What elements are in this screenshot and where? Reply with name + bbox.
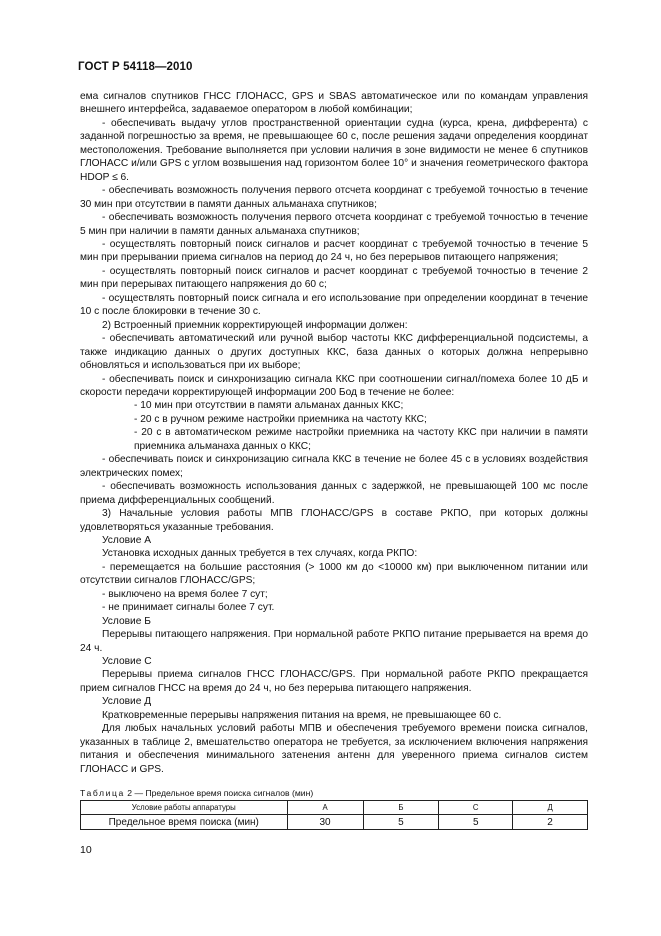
paragraph: - осуществлять повторный поиск сигналов и расчет координат с требуемой точностью в течение 2 мин при перерывах питающего напряжения до 60 с;: [80, 265, 588, 291]
table-header-cell: Д: [513, 801, 588, 815]
paragraph: 3) Начальные условия работы МПВ ГЛОНАСС/GPS в составе РКПО, при которых должны удовлетворяться указанные требования.: [80, 508, 588, 533]
search-time-table: [80, 800, 588, 830]
paragraph: ема сигналов спутников ГНСС ГЛОНАСС, GPS и SBAS автоматическое или по командам управления внешнего интерфейса, задаваемое оператором в любой комбинации;: [80, 91, 588, 116]
paragraph: 2) Встроенный приемник корректирующей информации должен:: [102, 319, 408, 331]
paragraph: - обеспечивать возможность получения первого отсчета координат с требуемой точностью в течение 30 мин при отсутствии в памяти данных альманаха спутников;: [80, 185, 588, 210]
paragraph: Перерывы питающего напряжения. При нормальной работе РКПО питание прерывается на время до 24 ч.: [80, 629, 588, 654]
condition-heading: Условие Д: [102, 696, 152, 708]
table-cell: 5: [439, 815, 513, 830]
paragraph: Перерывы приема сигналов ГНСС ГЛОНАСС/GPS. При нормальной работе РКПО прекращается прием сигналов ГНСС на время до 24 ч, но без перерыва питающего напряжения.: [80, 669, 588, 694]
sub-list-item: - 20 с в ручном режиме настройки приемника на частоту ККС;: [134, 413, 427, 425]
table-cell: 5: [363, 815, 439, 830]
paragraph: - осуществлять повторный поиск сигналов и расчет координат с требуемой точностью в течение 5 мин при прерывании приема сигналов на период до 24 ч, но без перерывов питающего напряжения;: [80, 238, 588, 264]
table-row: [81, 815, 588, 830]
paragraph: - обеспечивать поиск и синхронизацию сигнала ККС в течение не более 45 с в условиях воздействия электрических помех;: [80, 454, 588, 479]
table-header-cell: С: [439, 801, 513, 815]
paragraph: Для любых начальных условий работы МПВ и обеспечения требуемого времени поиска сигналов, указанных в таблице 2, вмешательство оператора не требуется, за исключением включения напряжения питания и обеспечения минимального затенения антенн для уверенного приема сигналов систем ГЛОНАСС и GPS.: [80, 723, 588, 775]
table-caption-text: 2 — Предельное время поиска сигналов (мин): [127, 788, 314, 798]
paragraph: - осуществлять повторный поиск сигнала и его использование при определении координат в течение 10 с после блокировки в течение 30 с.: [80, 292, 588, 318]
sub-list-item: - 10 мин при отсутствии в памяти альманах данных ККС;: [134, 400, 404, 412]
paragraph: - обеспечивать возможность получения первого отсчета координат с требуемой точностью в течение 5 мин при наличии в памяти данных альманаха спутников;: [80, 212, 588, 237]
table-cell: Предельное время поиска (мин): [81, 815, 288, 830]
condition-heading: Условие С: [102, 656, 152, 668]
table-header-cell: Условие работы аппаратуры: [81, 801, 288, 815]
paragraph: - выключено на время более 7 сут;: [102, 588, 268, 600]
body-text: [80, 90, 588, 776]
table-header-row: [81, 801, 588, 815]
table-caption: [80, 788, 313, 798]
paragraph: Установка исходных данных требуется в тех случаях, когда РКПО:: [102, 548, 418, 560]
paragraph: Кратковременные перерывы напряжения питания на время, не превышающее 60 с.: [102, 709, 502, 721]
condition-heading: Условие Б: [102, 615, 151, 627]
paragraph: - обеспечивать автоматический или ручной выбор частоты ККС дифференциальной подсистемы, а также индикацию данных о других доступных ККС, база данных о которых должна непрерывно обновляться и использоваться при их выборе;: [80, 333, 588, 372]
paragraph: - обеспечивать выдачу углов пространственной ориентации судна (курса, крена, дифферента) с заданной погрешностью за время, не превышающее 60 с, после решения задачи определения координат местоположения. Требование выполняется при условии наличия в зоне видимости не менее 6 спутников ГЛОНАСС и/или GPS с углом возвышения над горизонтом более 10° и значения геометрического фактора HDOP ≤ 6.: [80, 117, 588, 183]
table-cell: 2: [513, 815, 588, 830]
document-header: ГОСТ Р 54118—2010: [78, 61, 193, 73]
paragraph: - перемещается на большие расстояния (> 1000 км до <10000 км) при выключенном питании или отсутствии сигналов ГЛОНАСС/GPS;: [80, 561, 588, 587]
paragraph: - обеспечивать возможность использования данных с задержкой, не превышающей 100 мс после приема дифференциальных сообщений.: [80, 481, 588, 506]
table-header-cell: Б: [363, 801, 439, 815]
page-number: 10: [80, 844, 92, 856]
table-cell: 30: [287, 815, 363, 830]
table-header-cell: А: [287, 801, 363, 815]
condition-heading: Условие А: [102, 534, 152, 546]
paragraph: - не принимает сигналы более 7 сут.: [102, 602, 275, 614]
table-caption-label: Таблица: [80, 788, 125, 798]
sub-list-item: - 20 с в автоматическом режиме настройки приемника на частоту ККС при наличии в памяти приемника альманаха данных о ККС;: [134, 427, 588, 452]
paragraph: - обеспечивать поиск и синхронизацию сигнала ККС при соотношении сигнал/помеха более 10 дБ и скорости передачи корректирующей информации 200 Бод в течение не более:: [80, 373, 588, 398]
